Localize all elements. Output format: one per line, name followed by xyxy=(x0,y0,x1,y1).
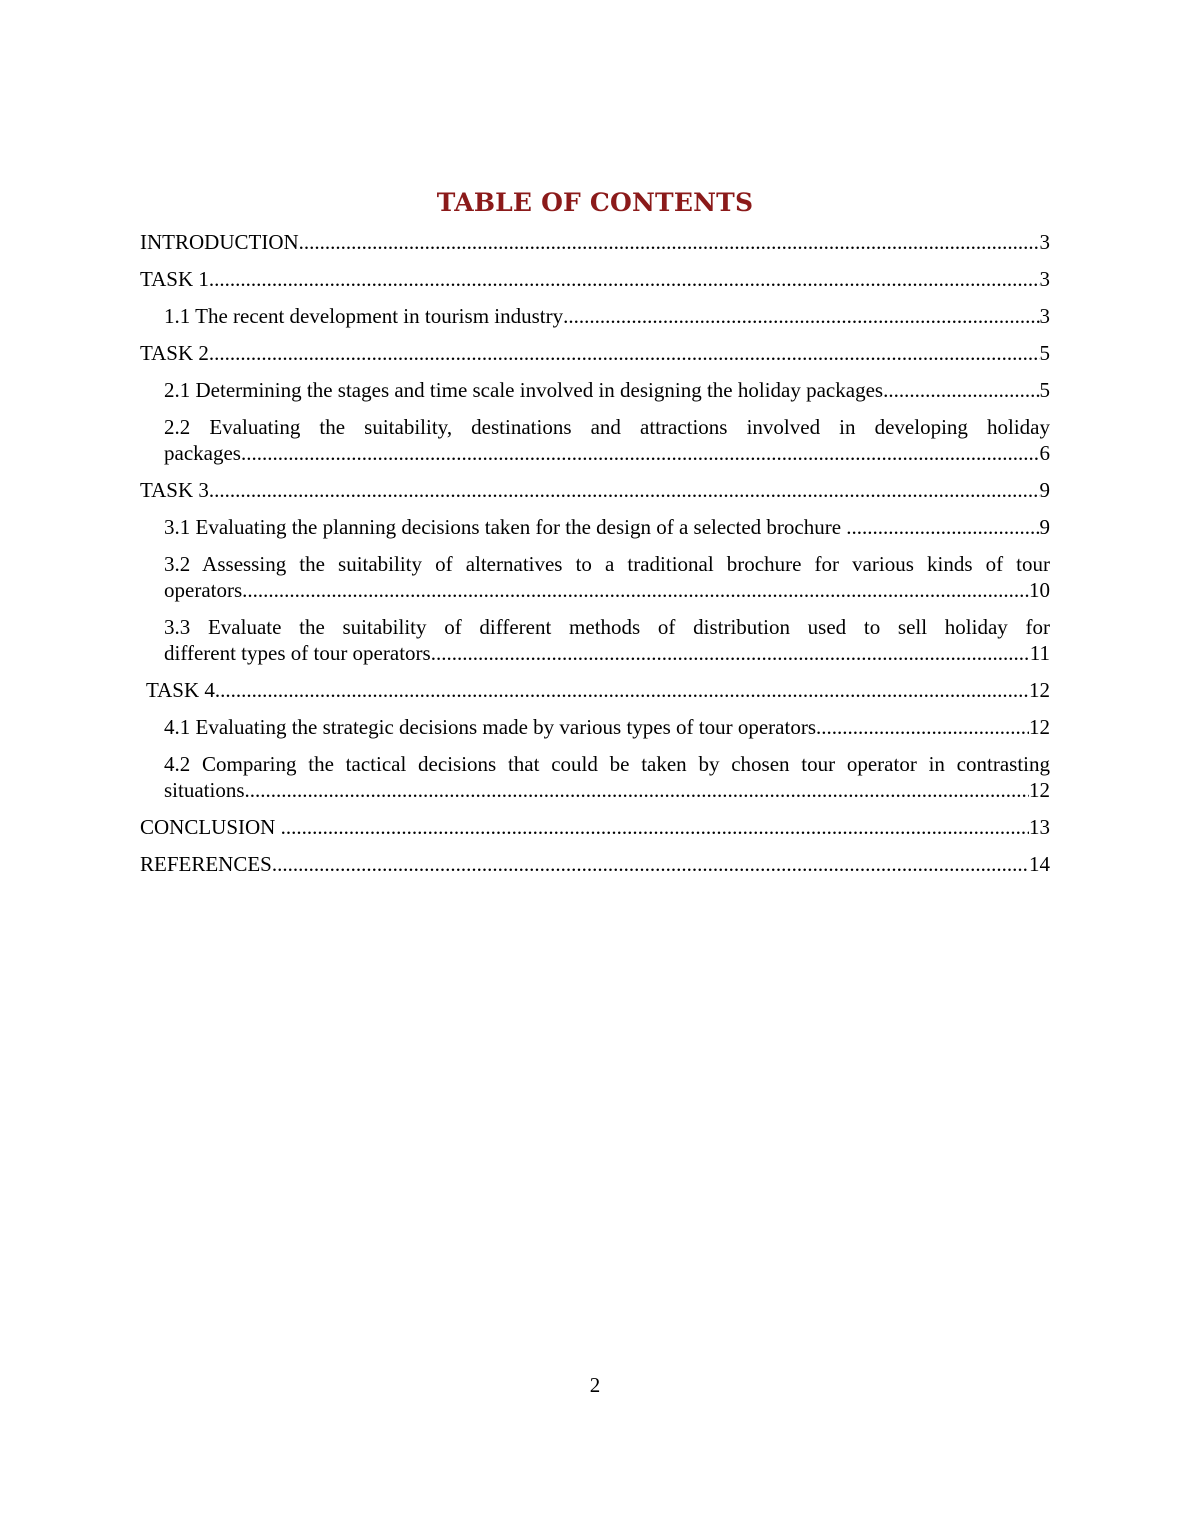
toc-entry-label-line-1: 4.2 Comparing the tactical decisions that could be taken by chosen tour operator in contrasting xyxy=(164,752,1050,776)
toc-entry-label: 2.1 Determining the stages and time scale involved in designing the holiday packages xyxy=(164,378,884,402)
toc-title: TABLE OF CONTENTS xyxy=(436,188,754,217)
toc-entry-label: TASK 2 xyxy=(140,341,209,365)
page-number: 2 xyxy=(589,1373,601,1397)
toc-entry-label: INTRODUCTION xyxy=(140,230,299,254)
toc-entry-task-1[interactable] xyxy=(140,266,1050,292)
toc-entry-page: 3 xyxy=(1039,230,1050,254)
toc-entry-label-line-2: situations xyxy=(164,778,245,802)
toc-entry-page: 3 xyxy=(1039,267,1050,291)
dot-leader xyxy=(883,377,1039,403)
toc-entry-label-line-1: 2.2 Evaluating the suitability, destinations and attractions involved in developing holiday xyxy=(164,415,1050,439)
toc-entry-label-line-1: 3.3 Evaluate the suitability of different methods of distribution used to sell holiday for xyxy=(164,615,1050,639)
dot-leader xyxy=(242,577,1029,603)
dot-leader xyxy=(209,477,1040,503)
dot-leader xyxy=(209,266,1040,292)
toc-entry-page: 12 xyxy=(1029,678,1050,702)
toc-entry-2-2[interactable] xyxy=(140,414,1050,466)
toc-entry-label: TASK 1 xyxy=(140,267,209,291)
toc-entry-2-1[interactable] xyxy=(140,377,1050,403)
toc-entry-page: 12 xyxy=(1029,778,1050,802)
dot-leader xyxy=(281,814,1029,840)
toc-entry-task-4[interactable] xyxy=(140,677,1050,703)
toc-entry-label: REFERENCES xyxy=(140,852,272,876)
dot-leader xyxy=(241,440,1040,466)
toc-entry-1-1[interactable] xyxy=(140,303,1050,329)
toc-entry-label-line-2: operators xyxy=(164,578,243,602)
toc-entry-label: TASK 3 xyxy=(140,478,209,502)
dot-leader xyxy=(299,229,1040,255)
toc-entry-3-2[interactable] xyxy=(140,551,1050,603)
toc-entry-introduction[interactable] xyxy=(140,229,1050,255)
toc-entry-label-line-2: different types of tour operators xyxy=(164,641,431,665)
dot-leader xyxy=(816,714,1029,740)
toc-entry-page: 3 xyxy=(1039,304,1050,328)
dot-leader xyxy=(272,851,1029,877)
toc-entry-page: 9 xyxy=(1039,478,1050,502)
toc-entry-label-line-1: 3.2 Assessing the suitability of alternatives to a traditional brochure for various kinds of tour xyxy=(164,552,1050,576)
toc-entry-task-3[interactable] xyxy=(140,477,1050,503)
toc-entry-references[interactable] xyxy=(140,851,1050,877)
toc-entry-page: 5 xyxy=(1039,341,1050,365)
toc-entry-task-2[interactable] xyxy=(140,340,1050,366)
dot-leader xyxy=(245,777,1029,803)
table-of-contents xyxy=(140,229,1050,888)
dot-leader xyxy=(209,340,1040,366)
toc-entry-4-1[interactable] xyxy=(140,714,1050,740)
toc-entry-label: 1.1 The recent development in tourism industry xyxy=(164,304,564,328)
toc-entry-page: 13 xyxy=(1029,815,1050,839)
dot-leader xyxy=(215,677,1029,703)
toc-entry-label: TASK 4 xyxy=(146,678,215,702)
dot-leader xyxy=(563,303,1039,329)
toc-entry-3-3[interactable] xyxy=(140,614,1050,666)
toc-entry-page: 9 xyxy=(1039,515,1050,539)
toc-entry-page: 10 xyxy=(1029,578,1050,602)
toc-entry-label-line-2: packages xyxy=(164,441,241,465)
toc-entry-page: 11 xyxy=(1029,641,1050,665)
toc-entry-label: CONCLUSION xyxy=(140,815,281,839)
toc-entry-conclusion[interactable] xyxy=(140,814,1050,840)
toc-entry-label: 4.1 Evaluating the strategic decisions made by various types of tour operators xyxy=(164,715,816,739)
toc-entry-4-2[interactable] xyxy=(140,751,1050,803)
dot-leader xyxy=(846,514,1039,540)
toc-entry-label: 3.1 Evaluating the planning decisions taken for the design of a selected brochure xyxy=(164,515,847,539)
toc-entry-page: 12 xyxy=(1029,715,1050,739)
toc-entry-page: 14 xyxy=(1029,852,1050,876)
toc-entry-page: 5 xyxy=(1039,378,1050,402)
toc-entry-page: 6 xyxy=(1039,441,1050,465)
dot-leader xyxy=(431,640,1030,666)
toc-entry-3-1[interactable] xyxy=(140,514,1050,540)
